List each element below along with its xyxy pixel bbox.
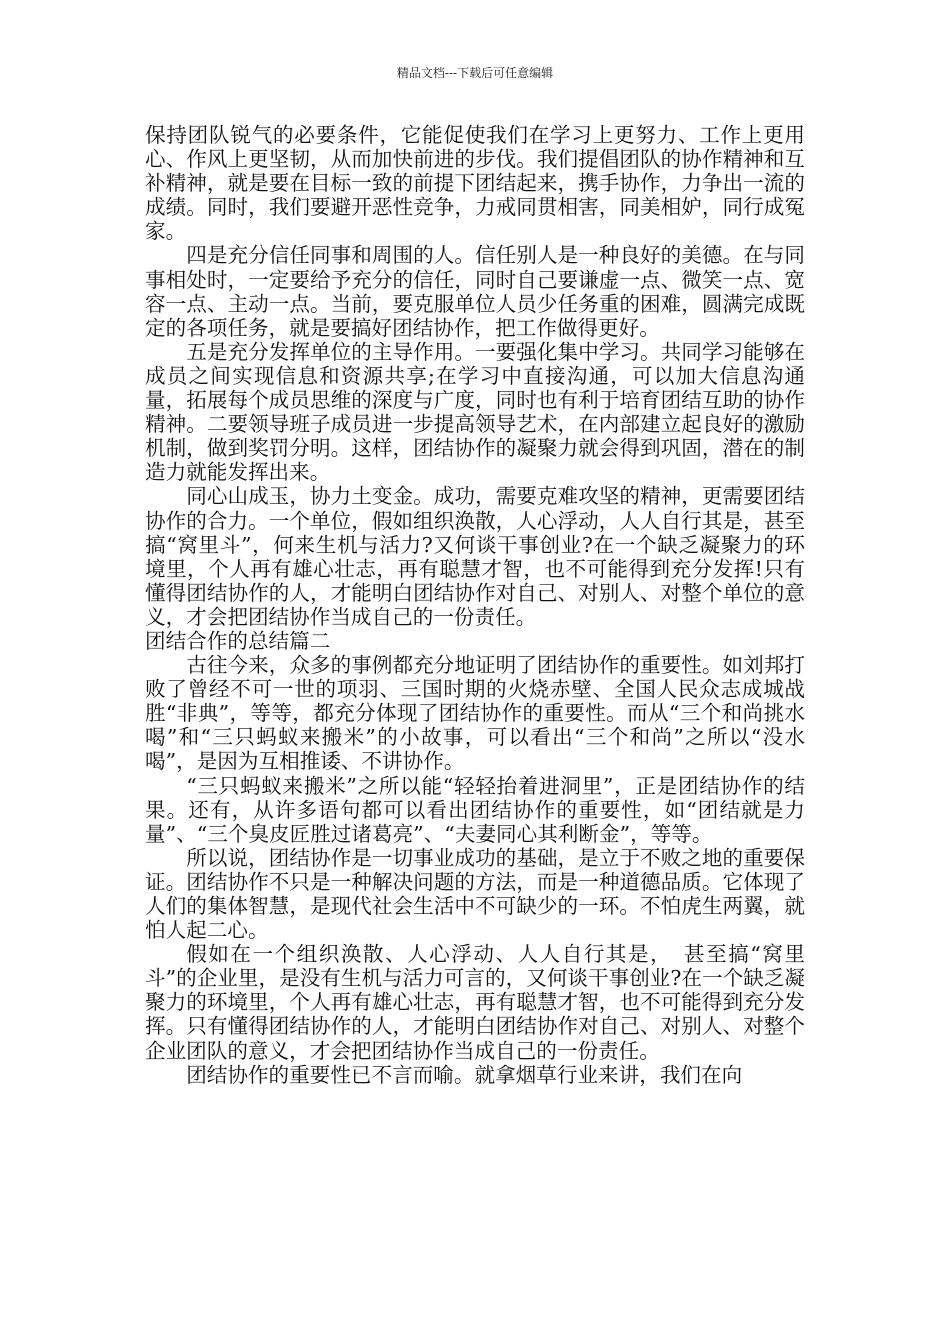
paragraph: 团结协作的重要性已不言而喻。就拿烟草行业来讲，我们在向 [186,1062,743,1087]
document-body [145,123,805,1087]
paragraph: 假如在一个组织涣散、人心浮动、人人自行其是， 甚至搞“窝里斗”的企业里，是没有生机与活力可言的，又何谈干事创业?在一个缺乏凝聚力的环境里，个人再有雄心壮志，再有聪慧才智，也不可能得到充分发挥。只有懂得团结协作的人，才能明白团结协作对自己、对别人、对整个企业团队的意义，才会把团结协作当成自己的一份责任。 [145,942,805,1063]
paragraph: 保持团队锐气的必要条件，它能促使我们在学习上更努力、工作上更用心、作风上更坚韧，从而加快前进的步伐。我们提倡团队的协作精神和互补精神，就是要在目标一致的前提下团结起来，携手协作，力争出一流的成绩。同时，我们要避开恶性竞争，力戒同贯相害，同美相妒，同行成冤家。 [145,123,805,244]
paragraph: 同心山成玉，协力土变金。成功，需要克难攻坚的精神，更需要团结协作的合力。一个单位，假如组织涣散，人心浮动，人人自行其是，甚至搞“窝里斗”，何来生机与活力?又何谈干事创业?在一个缺乏凝聚力的环境里，个人再有雄心壮志，再有聪慧才智，也不可能得到充分发挥!只有懂得团结协作的人，才能明白团结协作对自己、对别人、对整个单位的意义，才会把团结协作当成自己的一份责任。 [145,484,805,629]
paragraph: 五是充分发挥单位的主导作用。一要强化集中学习。共同学习能够在成员之间实现信息和资源共享;在学习中直接沟通，可以加大信息沟通量，拓展每个成员思维的深度与广度，同时也有利于培育团结互助的协作精神。二要领导班子成员进一步提高领导艺术，在内部建立起良好的激励机制，做到奖罚分明。这样，团结协作的凝聚力就会得到巩固，潜在的制造力就能发挥出来。 [145,339,805,485]
paragraph: 古往今来，众多的事例都充分地证明了团结协作的重要性。如刘邦打败了曾经不可一世的项羽、三国时期的火烧赤壁、全国人民众志成城战胜“非典”，等等，都充分体现了团结协作的重要性。而从“三个和尚挑水喝”和“三只蚂蚁来搬米”的小故事，可以看出“三个和尚”之所以“没水喝”，是因为互相推诿、不讲协作。 [145,653,805,774]
page-header: 精品文档---下载后可任意编辑 [396,66,554,80]
paragraph: “三只蚂蚁来搬米”之所以能“轻轻抬着进洞里”，正是团结协作的结果。还有，从许多语句都可以看出团结协作的重要性，如“团结就是力量”、“三个臭皮匠胜过诸葛亮”、“夫妻同心其利断金”，等等。 [145,773,805,846]
paragraph: 四是充分信任同事和周围的人。信任别人是一种良好的美德。在与同事相处时，一定要给予充分的信任，同时自己要谦虚一点、微笑一点、宽容一点、主动一点。当前，要克服单位人员少任务重的困难，圆满完成既定的各项任务，就是要搞好团结协作，把工作做得更好。 [145,243,805,340]
paragraph: 所以说，团结协作是一切事业成功的基础，是立于不败之地的重要保证。团结协作不只是一种解决问题的方法，而是一种道德品质。它体现了人们的集体智慧，是现代社会生活中不可缺少的一环。不怕虎生两翼，就怕人起二心。 [145,845,805,943]
section-heading: 团结合作的总结篇二 [145,628,331,653]
